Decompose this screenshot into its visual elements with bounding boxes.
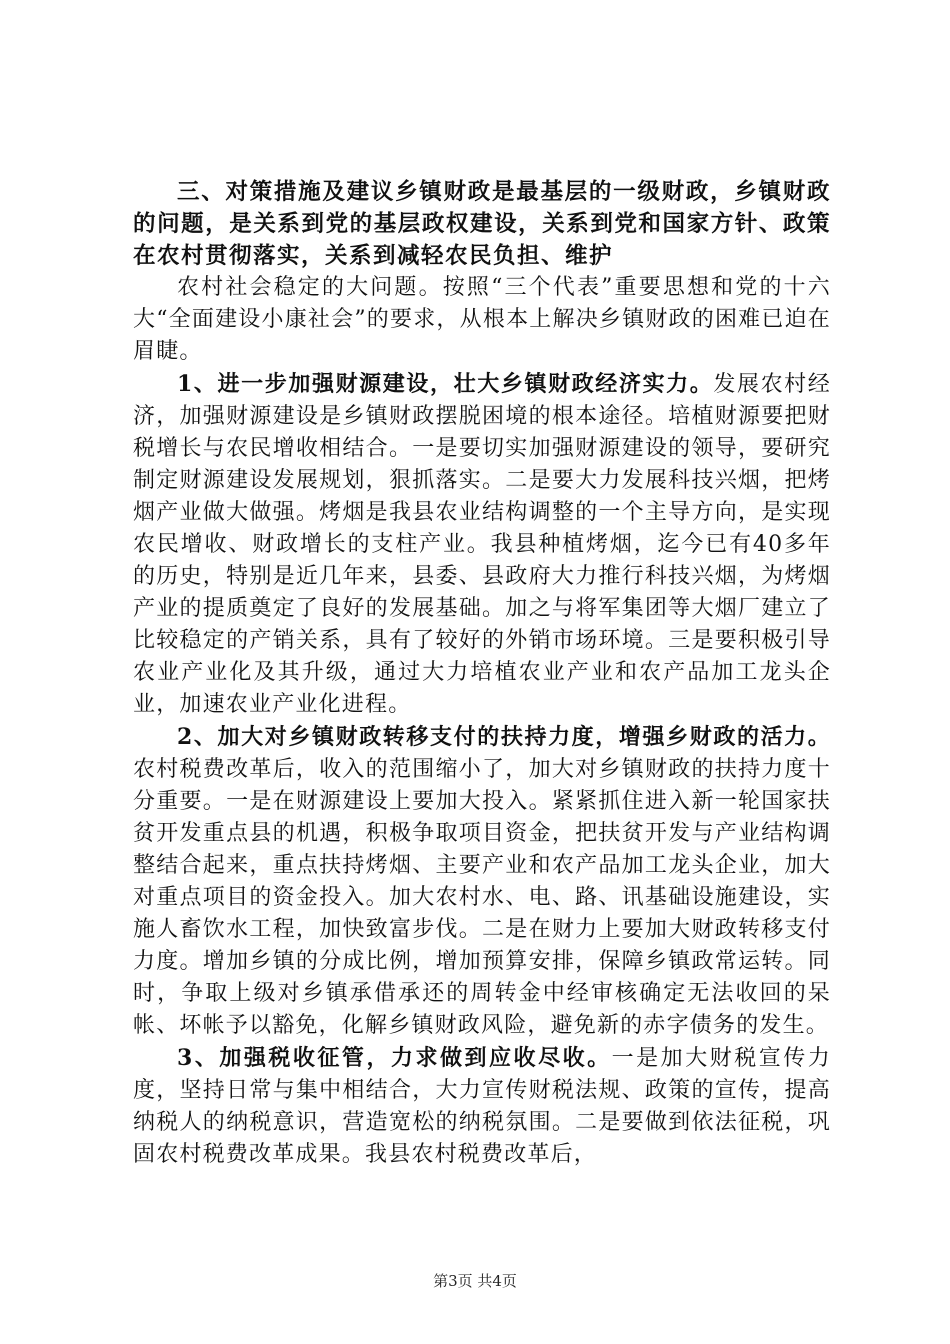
- section-1-body: 发展农村经济，加强财源建设是乡镇财政摆脱困境的根本途径。培植财源要把财税增长与农民增收相结合。一是要切实加强财源建设的领导，要研究制定财源建设发展规划，狠抓落实。二是要大力发展科技兴烟，把烤烟产业做大做强。烤烟是我县农业结构调整的一个主导方向，是实现农民增收、财政增长的支柱产业。我县种植烤烟，迄今已有40多年的历史，特别是近几年来，县委、县政府大力推行科技兴烟，为烤烟产业的提质奠定了良好的发展基础。加之与将军集团等大烟厂建立了比较稳定的产销关系，具有了较好的外销市场环境。三是要积极引导农业产业化及其升级，通过大力培植农业产业和农产品加工龙头企业，加速农业产业化进程。: [133, 372, 831, 717]
- section-2-lead: 2、加大对乡镇财政转移支付的扶持力度，增强乡财政的活力。: [177, 724, 831, 750]
- page-footer: 第3页 共4页: [433, 1272, 517, 1290]
- section-2-body: 农村税费改革后，收入的范围缩小了，加大对乡镇财政的扶持力度十分重要。一是在财源建设上要加大投入。紧紧抓住进入新一轮国家扶贫开发重点县的机遇，积极争取项目资金，把扶贫开发与产业结构调整结合起来，重点扶持烤烟、主要产业和农产品加工龙头企业，加大对重点项目的资金投入。加大农村水、电、路、讯基础设施建设，实施人畜饮水工程，加快致富步伐。二是在财力上要加大财政转移支付力度。增加乡镇的分成比例，增加预算安排，保障乡镇政常运转。同时，争取上级对乡镇承借承还的周转金中经审核确定无法收回的呆帐、坏帐予以豁免，化解乡镇财政风险，避免新的赤字债务的发生。: [133, 757, 831, 1038]
- section-1: [133, 368, 831, 721]
- section-3-lead: 3、加强税收征管，力求做到应收尽收。: [177, 1045, 612, 1071]
- section-3-body: 一是加大财税宣传力度，坚持日常与集中相结合，大力宣传财税法规、政策的宣传，提高纳税人的纳税意识，营造宽松的纳税氛围。二是要做到依法征税，巩固农村税费改革成果。我县农村税费改革后，: [133, 1046, 831, 1167]
- heading-paragraph: 三、对策措施及建议乡镇财政是最基层的一级财政，乡镇财政的问题，是关系到党的基层政权建设，关系到党和国家方针、政策在农村贯彻落实，关系到减轻农民负担、维护: [133, 179, 831, 269]
- section-2: [133, 721, 831, 1042]
- paragraph-1: 农村社会稳定的大问题。按照“三个代表”重要思想和党的十六大“全面建设小康社会”的要求，从根本上解决乡镇财政的困难已迫在眉睫。: [133, 275, 831, 364]
- section-3: [133, 1042, 831, 1171]
- section-1-lead: 1、进一步加强财源建设，壮大乡镇财政经济实力。: [177, 371, 714, 397]
- document-body: [133, 176, 831, 1171]
